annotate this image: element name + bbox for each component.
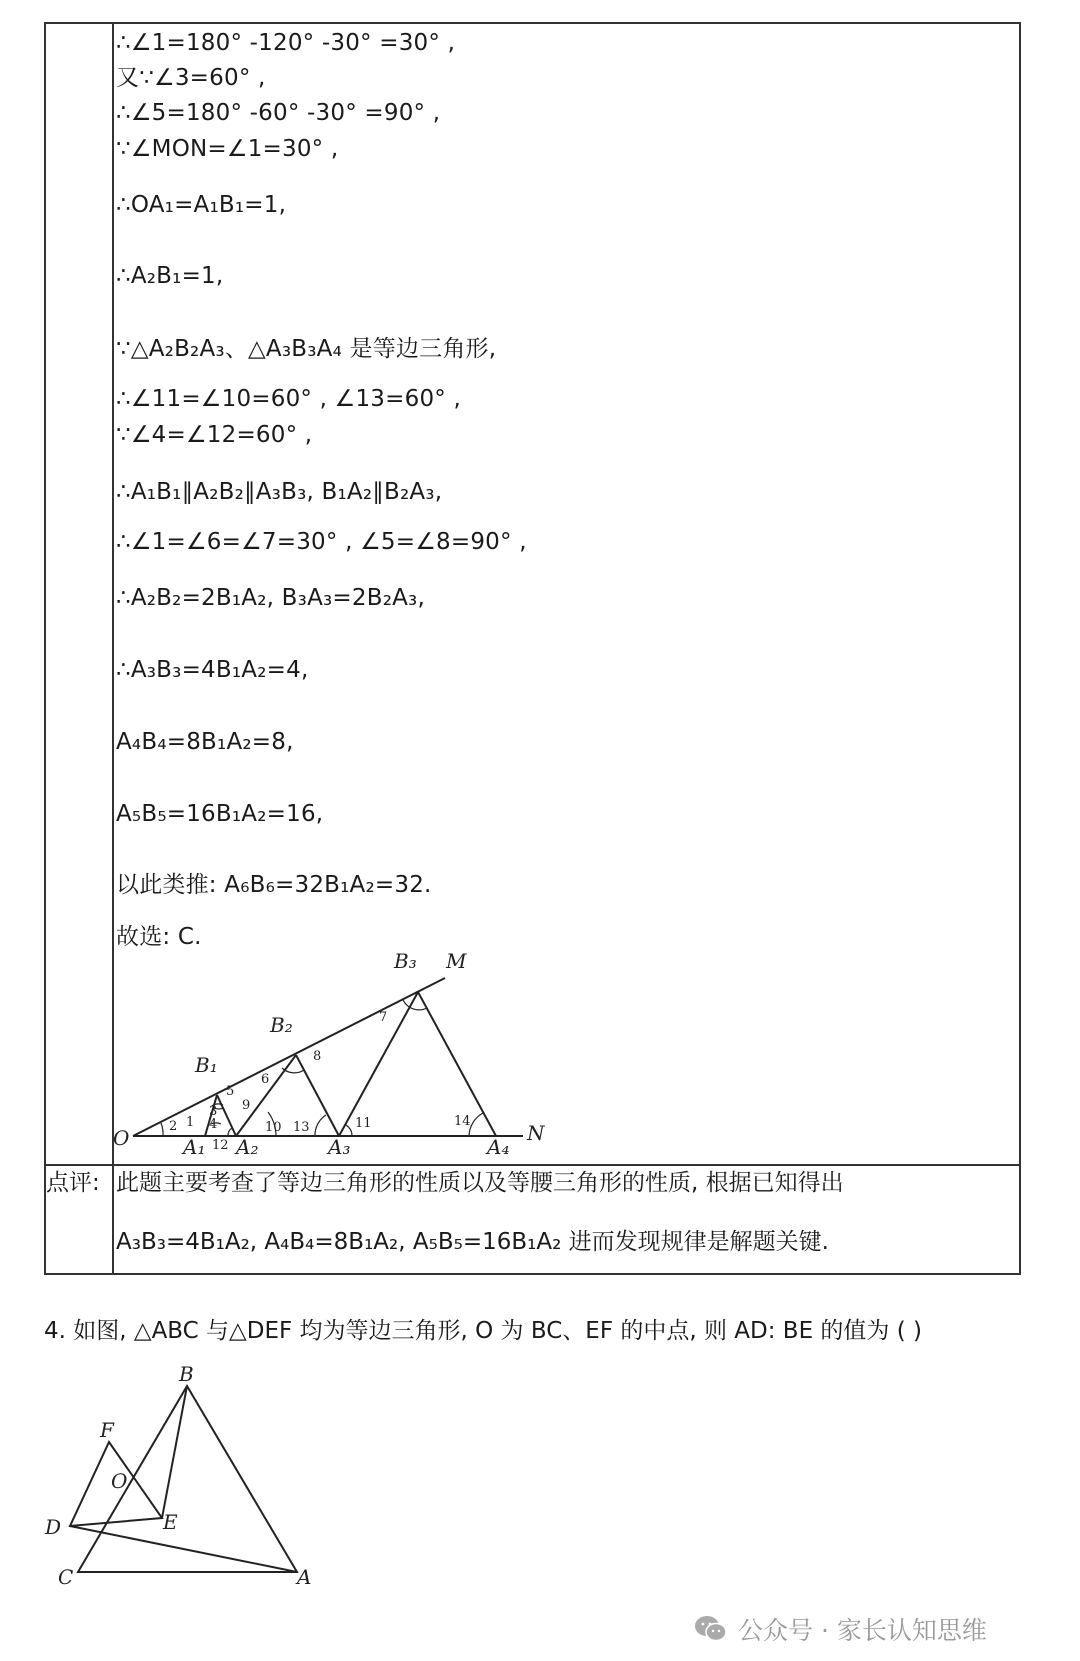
solution-line: ∴∠1=180° -120° -30° =30° , (116, 30, 456, 56)
solution-line: ∴A₂B₁=1, (116, 263, 224, 289)
angle-label-12: 12 (212, 1138, 229, 1153)
solution-line: ∵∠MON=∠1=30° , (116, 136, 339, 162)
solution-line: 又∵∠3=60° , (116, 65, 266, 91)
question-4: 4. 如图, △ABC 与△DEF 均为等边三角形, O 为 BC、EF 的中点, 则 AD: BE 的值为 ( ) (44, 1318, 922, 1344)
point-label-b1: B₁ (195, 1053, 218, 1077)
angle-label-3: 3 (209, 1104, 218, 1119)
angle-label-14: 14 (454, 1114, 471, 1129)
table-divider-horizontal (44, 1164, 1021, 1166)
figure-two-equilateral-triangles (40, 1352, 330, 1602)
point-label-a1: A₁ (183, 1135, 206, 1159)
solution-line: 以此类推: A₆B₆=32B₁A₂=32. (116, 872, 432, 898)
comment-line: 此题主要考查了等边三角形的性质以及等腰三角形的性质, 根据已知得出 (116, 1170, 844, 1196)
point-label-b2: B₂ (270, 1013, 293, 1037)
figure-angle-triangles (110, 948, 560, 1163)
comment-label: 点评: (46, 1170, 100, 1196)
angle-label-7: 7 (379, 1010, 388, 1025)
angle-label-13: 13 (293, 1120, 310, 1135)
point-label-o2: O (111, 1469, 128, 1493)
point-label-a4: A₄ (487, 1135, 510, 1159)
watermark (694, 1611, 987, 1647)
solution-line: 故选: C. (116, 924, 202, 950)
angle-label-10: 10 (265, 1120, 282, 1135)
comment-line: A₃B₃=4B₁A₂, A₄B₄=8B₁A₂, A₅B₅=16B₁A₂ 进而发现规律是解题关键. (116, 1229, 829, 1255)
point-label-b: B (179, 1362, 194, 1386)
solution-line: ∴A₃B₃=4B₁A₂=4, (116, 657, 309, 683)
solution-line: ∴OA₁=A₁B₁=1, (116, 192, 287, 218)
angle-label-6: 6 (261, 1072, 270, 1087)
point-label-n: N (527, 1121, 545, 1145)
wechat-icon (694, 1615, 728, 1643)
point-label-a3: A₃ (328, 1135, 351, 1159)
point-label-a: A (297, 1565, 312, 1589)
point-label-a2: A₂ (236, 1135, 259, 1159)
angle-label-2: 2 (169, 1119, 178, 1134)
solution-line: ∴A₁B₁∥A₂B₂∥A₃B₃, B₁A₂∥B₂A₃, (116, 479, 443, 505)
point-label-e: E (163, 1510, 178, 1534)
solution-line: ∵△A₂B₂A₃、△A₃B₃A₄ 是等边三角形, (116, 336, 497, 362)
angle-label-4: 4 (209, 1117, 218, 1132)
angle-label-1: 1 (186, 1115, 195, 1130)
solution-line: ∵∠4=∠12=60° , (116, 422, 313, 448)
point-label-f: F (100, 1418, 114, 1442)
point-label-b3: B₃ (394, 949, 417, 973)
solution-line: ∴A₂B₂=2B₁A₂, B₃A₃=2B₂A₃, (116, 585, 425, 611)
angle-label-9: 9 (242, 1098, 251, 1113)
solution-line: A₄B₄=8B₁A₂=8, (116, 729, 294, 755)
angle-label-8: 8 (313, 1049, 322, 1064)
solution-line: ∴∠1=∠6=∠7=30° , ∠5=∠8=90° , (116, 529, 527, 555)
solution-line: ∴∠5=180° -60° -30° =90° , (116, 100, 441, 126)
watermark-text: 公众号 · 家长认知思维 (738, 1616, 987, 1645)
point-label-o: O (113, 1126, 130, 1150)
solution-line: ∴∠11=∠10=60° , ∠13=60° , (116, 386, 461, 412)
angle-label-5: 5 (226, 1084, 235, 1099)
point-label-m: M (446, 949, 467, 973)
solution-line: A₅B₅=16B₁A₂=16, (116, 801, 324, 827)
point-label-c: C (58, 1565, 74, 1589)
angle-label-11: 11 (355, 1116, 372, 1131)
point-label-d: D (45, 1515, 62, 1539)
